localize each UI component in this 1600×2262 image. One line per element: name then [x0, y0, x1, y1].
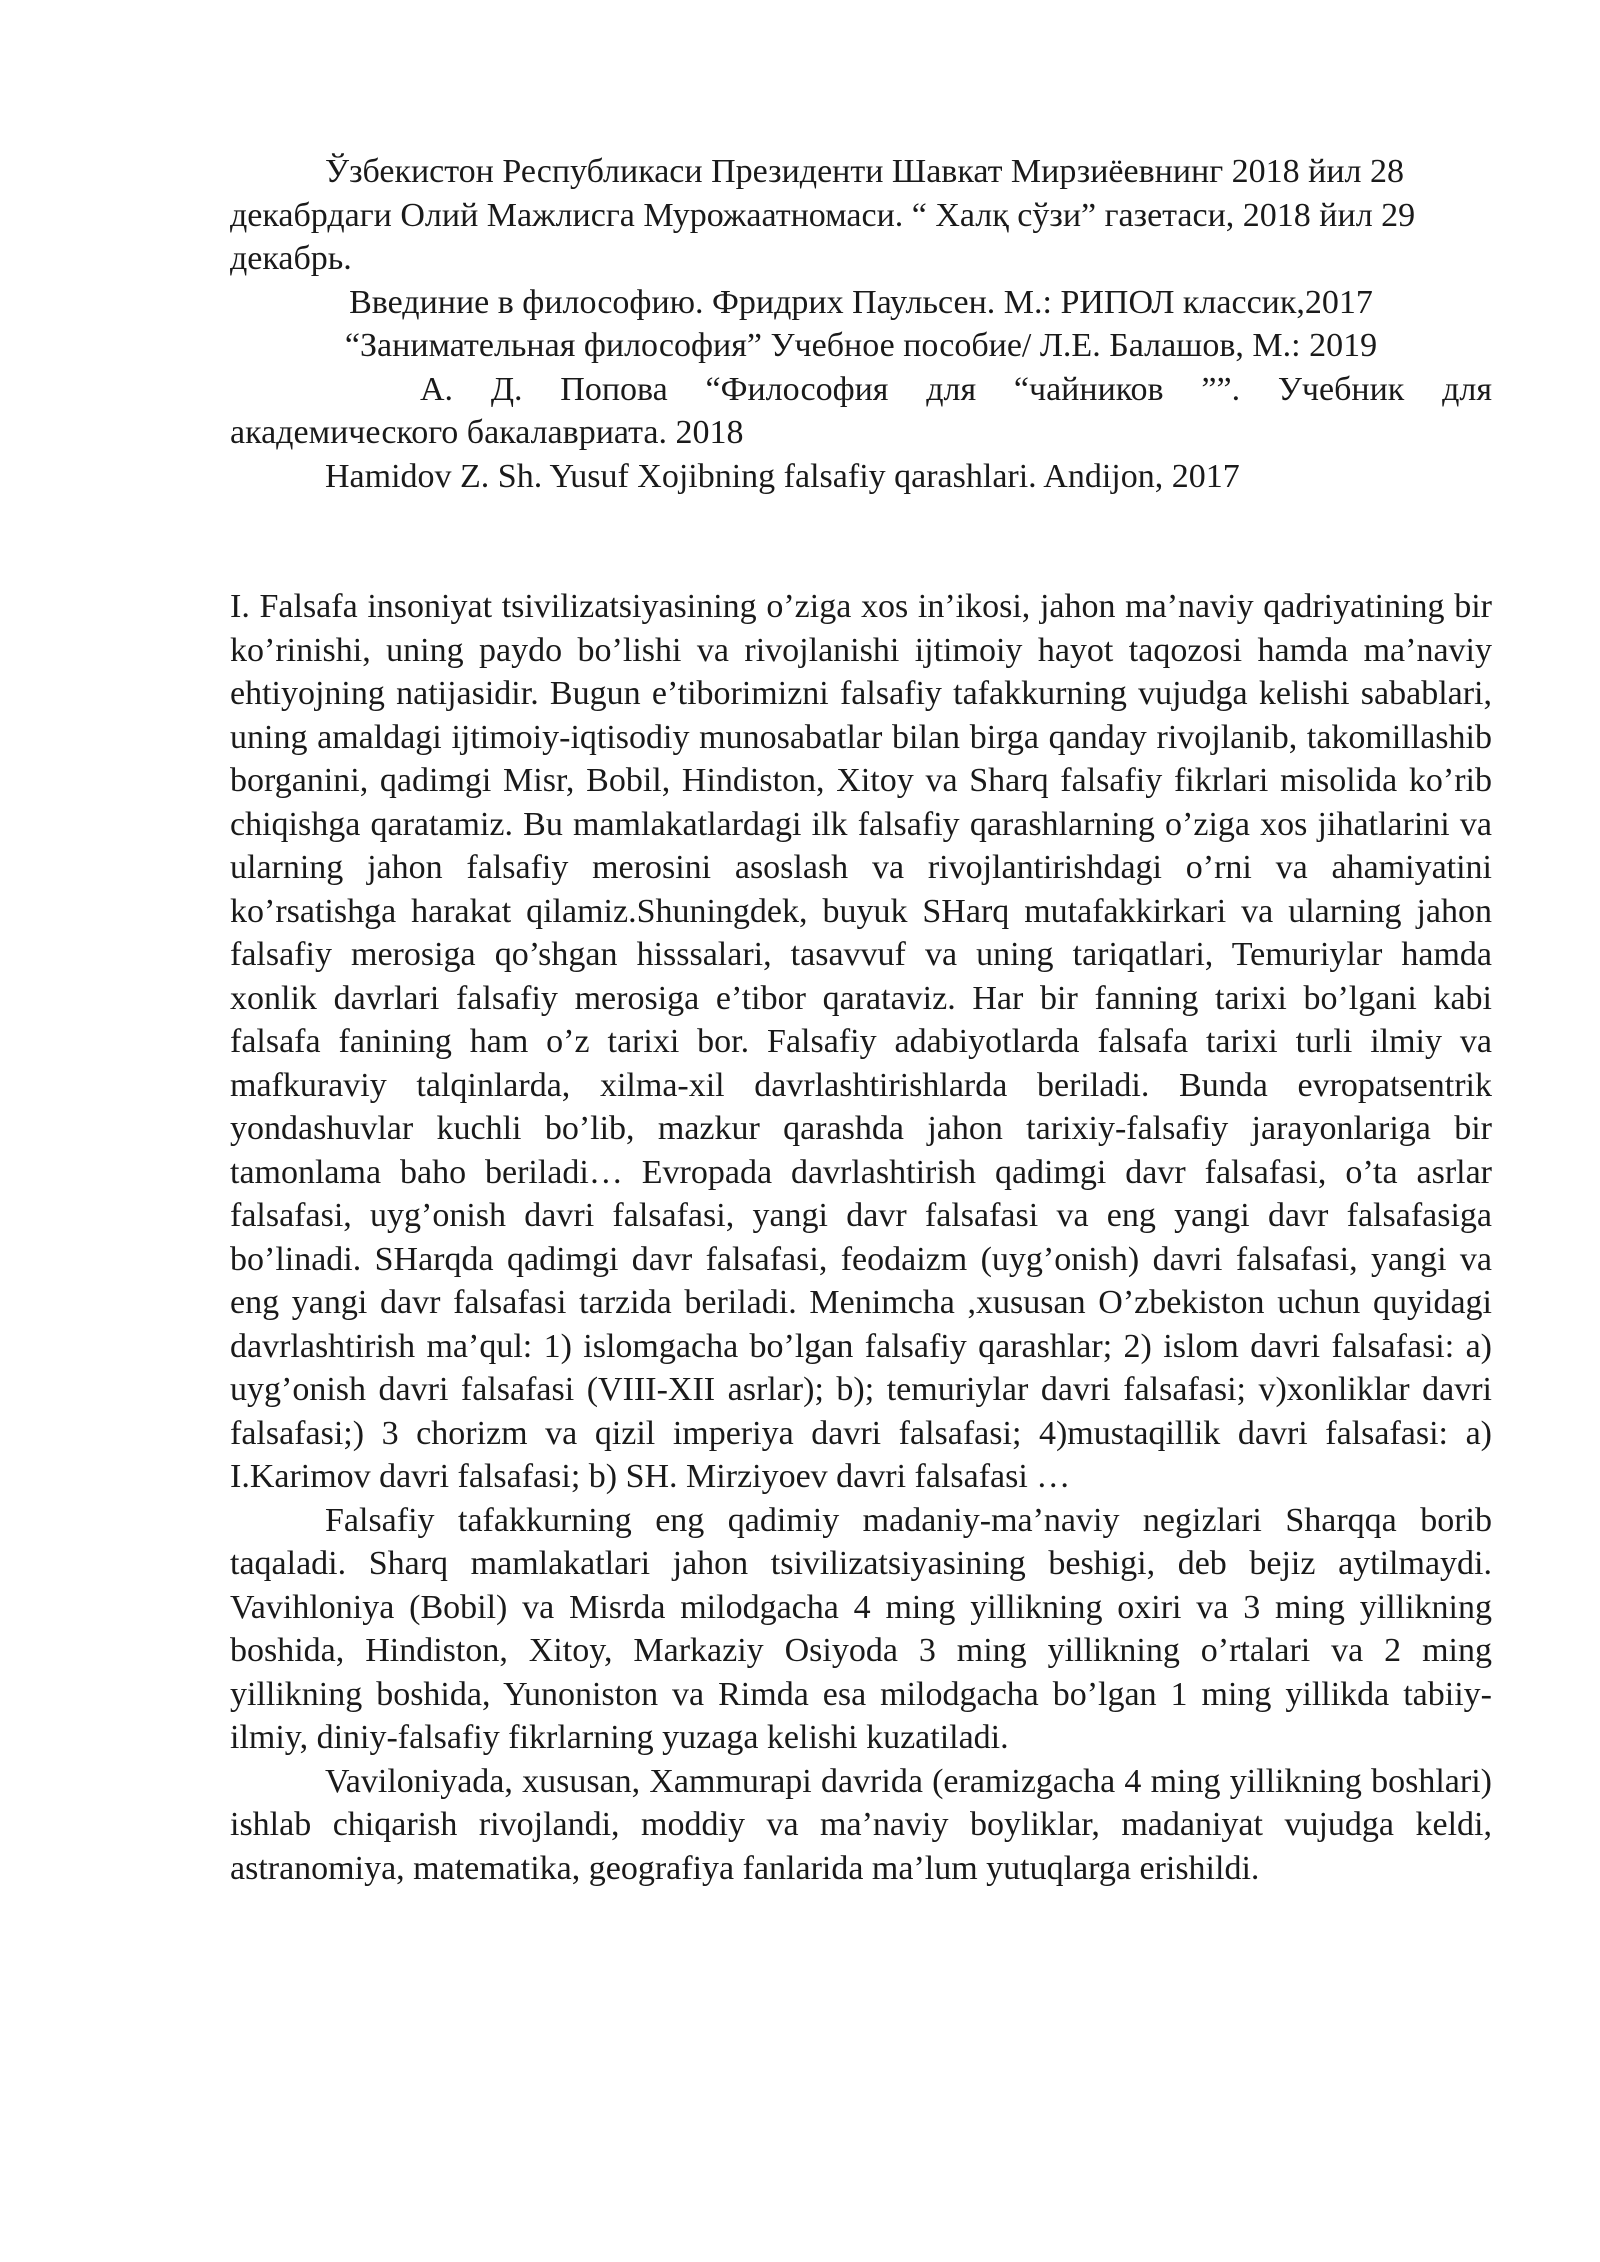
- main-text: [230, 585, 1492, 1890]
- reference-item: Введиние в философию. Фридрих Паульсен. М.: РИПОЛ классик,2017: [349, 283, 1373, 321]
- reference-list: [230, 150, 1492, 498]
- reference-item: Hamidov Z. Sh. Yusuf Xojibning falsafiy qarashlari. Andijon, 2017: [325, 457, 1240, 495]
- reference-item: [230, 368, 1492, 455]
- paragraph: Falsafiy tafakkurning eng qadimiy madaniy-ma’naviy negizlari Sharqqa borib taqaladi. Sharq mamlakatlari jahon tsivilizatsiyasining beshigi, deb bejiz aytilmaydi. Vavihloniya (Bobil) va Misrda milodgacha 4 ming yillikning oxiri va 3 ming yillikning boshida, Hindiston, Xitoy, Markaziy Osiyoda 3 ming yillikning o’rtalari va 2 ming yillikning boshida, Yunoniston va Rimda esa milodgacha bo’lgan 1 ming yillikda tabiiy-ilmiy, diniy-falsafiy fikrlarning yuzaga kelishi kuzatiladi.: [230, 1501, 1492, 1756]
- section-gap: [230, 498, 1492, 585]
- reference-line: академического бакалавриата. 2018: [230, 414, 744, 451]
- reference-line: А. Д. Попова “Философия для “чайников ””. Учебник для: [420, 370, 1492, 408]
- reference-item: Ўзбекистон Республикаси Президенти Шавкат Мирзиёевнинг 2018 йил 28 декабрдаги Олий Мажлисга Мурожаатномаси. “ Халқ сўзи” газетаси, 2018 йил 29 декабрь.: [230, 153, 1416, 277]
- reference-item: “Занимательная философия” Учебное пособие/ Л.Е. Балашов, М.: 2019: [344, 327, 1378, 364]
- paragraph: I. Falsafa insoniyat tsivilizatsiyasining o’ziga xos in’ikosi, jahon ma’naviy qadriyatining bir ko’rinishi, uning paydo bo’lishi va rivojlanishi ijtimoiy hayot taqozosi hamda ma’naviy ehtiyojning natijasidir. Bugun e’tiborimizni falsafiy tafakkurning vujudga kelishi sabablari, uning amaldagi ijtimoiy-iqtisodiy munosabatlar bilan birga qanday rivojlanib, takomillashib borganini, qadimgi Misr, Bobil, Hindiston, Xitoy va Sharq falsafiy fikrlari misolida ko’rib chiqishga qaratamiz. Bu mamlakatlardagi ilk falsafiy qarashlarning o’ziga xos jihatlarini va ularning jahon falsafiy merosini asoslash va rivojlantirishdagi o’rni va ahamiyatini ko’rsatishga harakat qilamiz.Shuningdek, buyuk SHarq mutafakkirkari va ularning jahon falsafiy merosiga qo’shgan hisssalari, tasavvuf va uning tariqatlari, Temuriylar hamda xonlik davrlari falsafiy merosiga e’tibor qarataviz. Har bir fanning tarixi bo’lgani kabi falsafa fanining ham o’z tarixi bor. Falsafiy adabiyotlarda falsafa tarixi turli ilmiy va mafkuraviy talqinlarda, xilma-xil davrlashtirishlarda beriladi. Bunda evropatsentrik yondashuvlar kuchli bo’lib, mazkur qarashda jahon tarixiy-falsafiy jarayonlariga bir tamonlama baho beriladi… Evropada davrlashtirish qadimgi davr falsafasi, o’ta asrlar falsafasi, uyg’onish davri falsafasi, yangi davr falsafasi va eng yangi davr falsafasiga bo’linadi. SHarqda qadimgi davr falsafasi, feodaizm (uyg’onish) davri falsafasi, yangi va eng yangi davr falsafasi tarzida beriladi. Menimcha ,xususan O’zbekiston uchun quyidagi davrlashtirish ma’qul: 1) islomgacha bo’lgan falsafiy qarashlar; 2) islom davri falsafasi: a) uyg’onish davri falsafasi (VIII-XII asrlar); b); temuriylar davri falsafasi; v)xonliklar davri falsafasi;) 3 chorizm va qizil imperiya davri falsafasi; 4)mustaqillik davri falsafasi: a) I.Karimov davri falsafasi; b) SH. Mirziyoev davri falsafasi …: [230, 588, 1492, 1495]
- paragraph: Vaviloniyada, xususan, Xammurapi davrida (eramizgacha 4 ming yillikning boshlari) ishlab chiqarish rivojlandi, moddiy va ma’naviy boyliklar, madaniyat vujudga keldi, astranomiya, matematika, geografiya fanlarida ma’lum yutuqlarga erishildi.: [230, 1762, 1492, 1887]
- page-content: [230, 150, 1492, 1890]
